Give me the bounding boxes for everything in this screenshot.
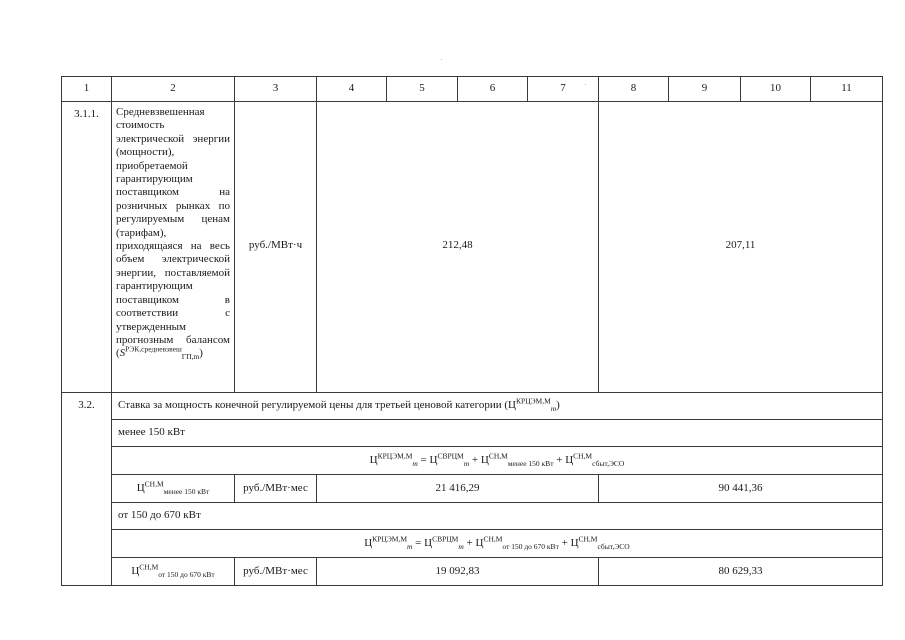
row-value-1: 21 416,29	[317, 475, 599, 503]
title-sup: КРЦЭМ,М	[515, 396, 551, 406]
row-value-2: 207,11	[599, 102, 883, 393]
formula-sup: СН,М	[483, 534, 503, 544]
param-main: Ц	[136, 481, 145, 494]
symbol-sub: ГП,m	[181, 352, 200, 362]
formula-sup: СН,М	[578, 534, 598, 544]
param-sup: СН,М	[144, 479, 164, 489]
param-sub: от 150 до 670 кВт	[158, 569, 215, 579]
row-value-2: 80 629,33	[599, 558, 883, 586]
row-number: 3.2.	[62, 393, 112, 586]
title-sub: m	[550, 404, 557, 414]
group-label: менее 150 кВт	[112, 420, 883, 447]
formula-term: Ц	[429, 453, 438, 466]
tariff-table	[61, 76, 883, 586]
formula-sup: КРЦЭМ,М	[377, 451, 413, 461]
description-text: Средневзвешенная стоимость электрической энергии (мощности), приобретаемой гарантирующим поставщиком на розничных рынках по регулируемым ценам (тарифам), приходящаяся на весь объем электрической энергии, поставляемой гарантирующим поставщиком в соответствии с утвержденным прогнозным балансом	[116, 106, 230, 346]
row-unit: руб./МВт·мес	[235, 558, 317, 586]
row-unit: руб./МВт·ч	[235, 102, 317, 393]
formula-term: Ц	[424, 536, 433, 549]
group-2-label-row	[62, 503, 883, 530]
param-sub: менее 150 кВт	[163, 486, 210, 496]
header-cell: 9	[669, 77, 741, 102]
row-description: Средневзвешенная стоимость электрической энергии (мощности), приобретаемой гарантирующим поставщиком на розничных рынках по регулируемым ценам (тарифам), приходящаяся на весь объем электрической энергии, поставляемой гарантирующим поставщиком в соответствии с утвержденным прогнозным балансом $(S^{РЭК,средневзвеш}_{ГП,m})$	[112, 102, 235, 393]
group-1-formula-row	[62, 447, 883, 475]
symbol-sup: РЭК,средневзвеш	[125, 344, 182, 354]
header-cell: 4	[317, 77, 387, 102]
formula: $Ц^{КРЦЭМ,М}_m = Ц^{СВРЦМ}_m + Ц^{СН,М}_{менее 150 кВт} + Ц^{СН,М}_{сбыт,ЭСО}$	[112, 447, 883, 475]
row-3-1-1	[62, 102, 883, 393]
row-unit: руб./МВт·мес	[235, 475, 317, 503]
formula-sup: СВРЦМ	[432, 534, 459, 544]
header-cell: 11	[811, 77, 883, 102]
group-1-data-row	[62, 475, 883, 503]
param-sup: СН,М	[139, 562, 159, 572]
formula-lhs: Ц	[369, 453, 378, 466]
row-title: Ставка за мощность конечной регулируемой цены для третьей ценовой категории $(Ц^{КРЦЭМ,М}_m)$	[112, 393, 883, 420]
scan-speck	[441, 59, 442, 60]
formula-sub: менее 150 кВт	[507, 458, 554, 468]
header-cell: 3	[235, 77, 317, 102]
symbol: S	[119, 347, 126, 360]
group-2-data-row	[62, 558, 883, 586]
formula-term: Ц	[480, 453, 489, 466]
scan-speck	[585, 84, 586, 85]
formula-sup: СВРЦМ	[437, 451, 464, 461]
row-value-1: 212,48	[317, 102, 599, 393]
formula: $Ц^{КРЦЭМ,М}_m = Ц^{СВРЦМ}_m + Ц^{СН,М}_{от 150 до 670 кВт} + Ц^{СН,М}_{сбыт,ЭСО}$	[112, 530, 883, 558]
group-1-label-row	[62, 420, 883, 447]
formula-sup: КРЦЭМ,М	[372, 534, 407, 544]
formula-term: Ц	[565, 453, 574, 466]
param-symbol	[112, 558, 235, 586]
header-cell: 2	[112, 77, 235, 102]
header-row	[62, 77, 883, 102]
formula-sub: от 150 до 670 кВт	[502, 541, 559, 551]
group-label: от 150 до 670 кВт	[112, 503, 883, 530]
header-cell: 6	[458, 77, 528, 102]
header-cell: 1	[62, 77, 112, 102]
param-main: Ц	[131, 564, 140, 577]
formula-lhs: Ц	[364, 536, 373, 549]
header-cell: 8	[599, 77, 669, 102]
row-3-2	[62, 393, 883, 420]
title-text: Ставка за мощность конечной регулируемой цены для третьей ценовой категории	[118, 399, 502, 412]
group-2-formula-row	[62, 530, 883, 558]
formula-sub: m	[412, 458, 418, 468]
formula-sup: СН,М	[488, 451, 508, 461]
formula-sub: m	[458, 541, 464, 551]
formula-term: Ц	[475, 536, 484, 549]
formula-term: Ц	[570, 536, 579, 549]
param-symbol	[112, 475, 235, 503]
formula-sub: сбыт,ЭСО	[592, 458, 625, 468]
formula-sub: сбыт,ЭСО	[597, 541, 630, 551]
header-cell: 5	[387, 77, 458, 102]
formula-sub: m	[407, 541, 413, 551]
title-symbol: Ц	[508, 399, 516, 412]
formula-sub: m	[463, 458, 470, 468]
row-number: 3.1.1.	[62, 102, 112, 393]
header-cell: 7	[528, 77, 599, 102]
row-value-2: 90 441,36	[599, 475, 883, 503]
row-value-1: 19 092,83	[317, 558, 599, 586]
header-cell: 10	[741, 77, 811, 102]
formula-sup: СН,М	[573, 451, 593, 461]
